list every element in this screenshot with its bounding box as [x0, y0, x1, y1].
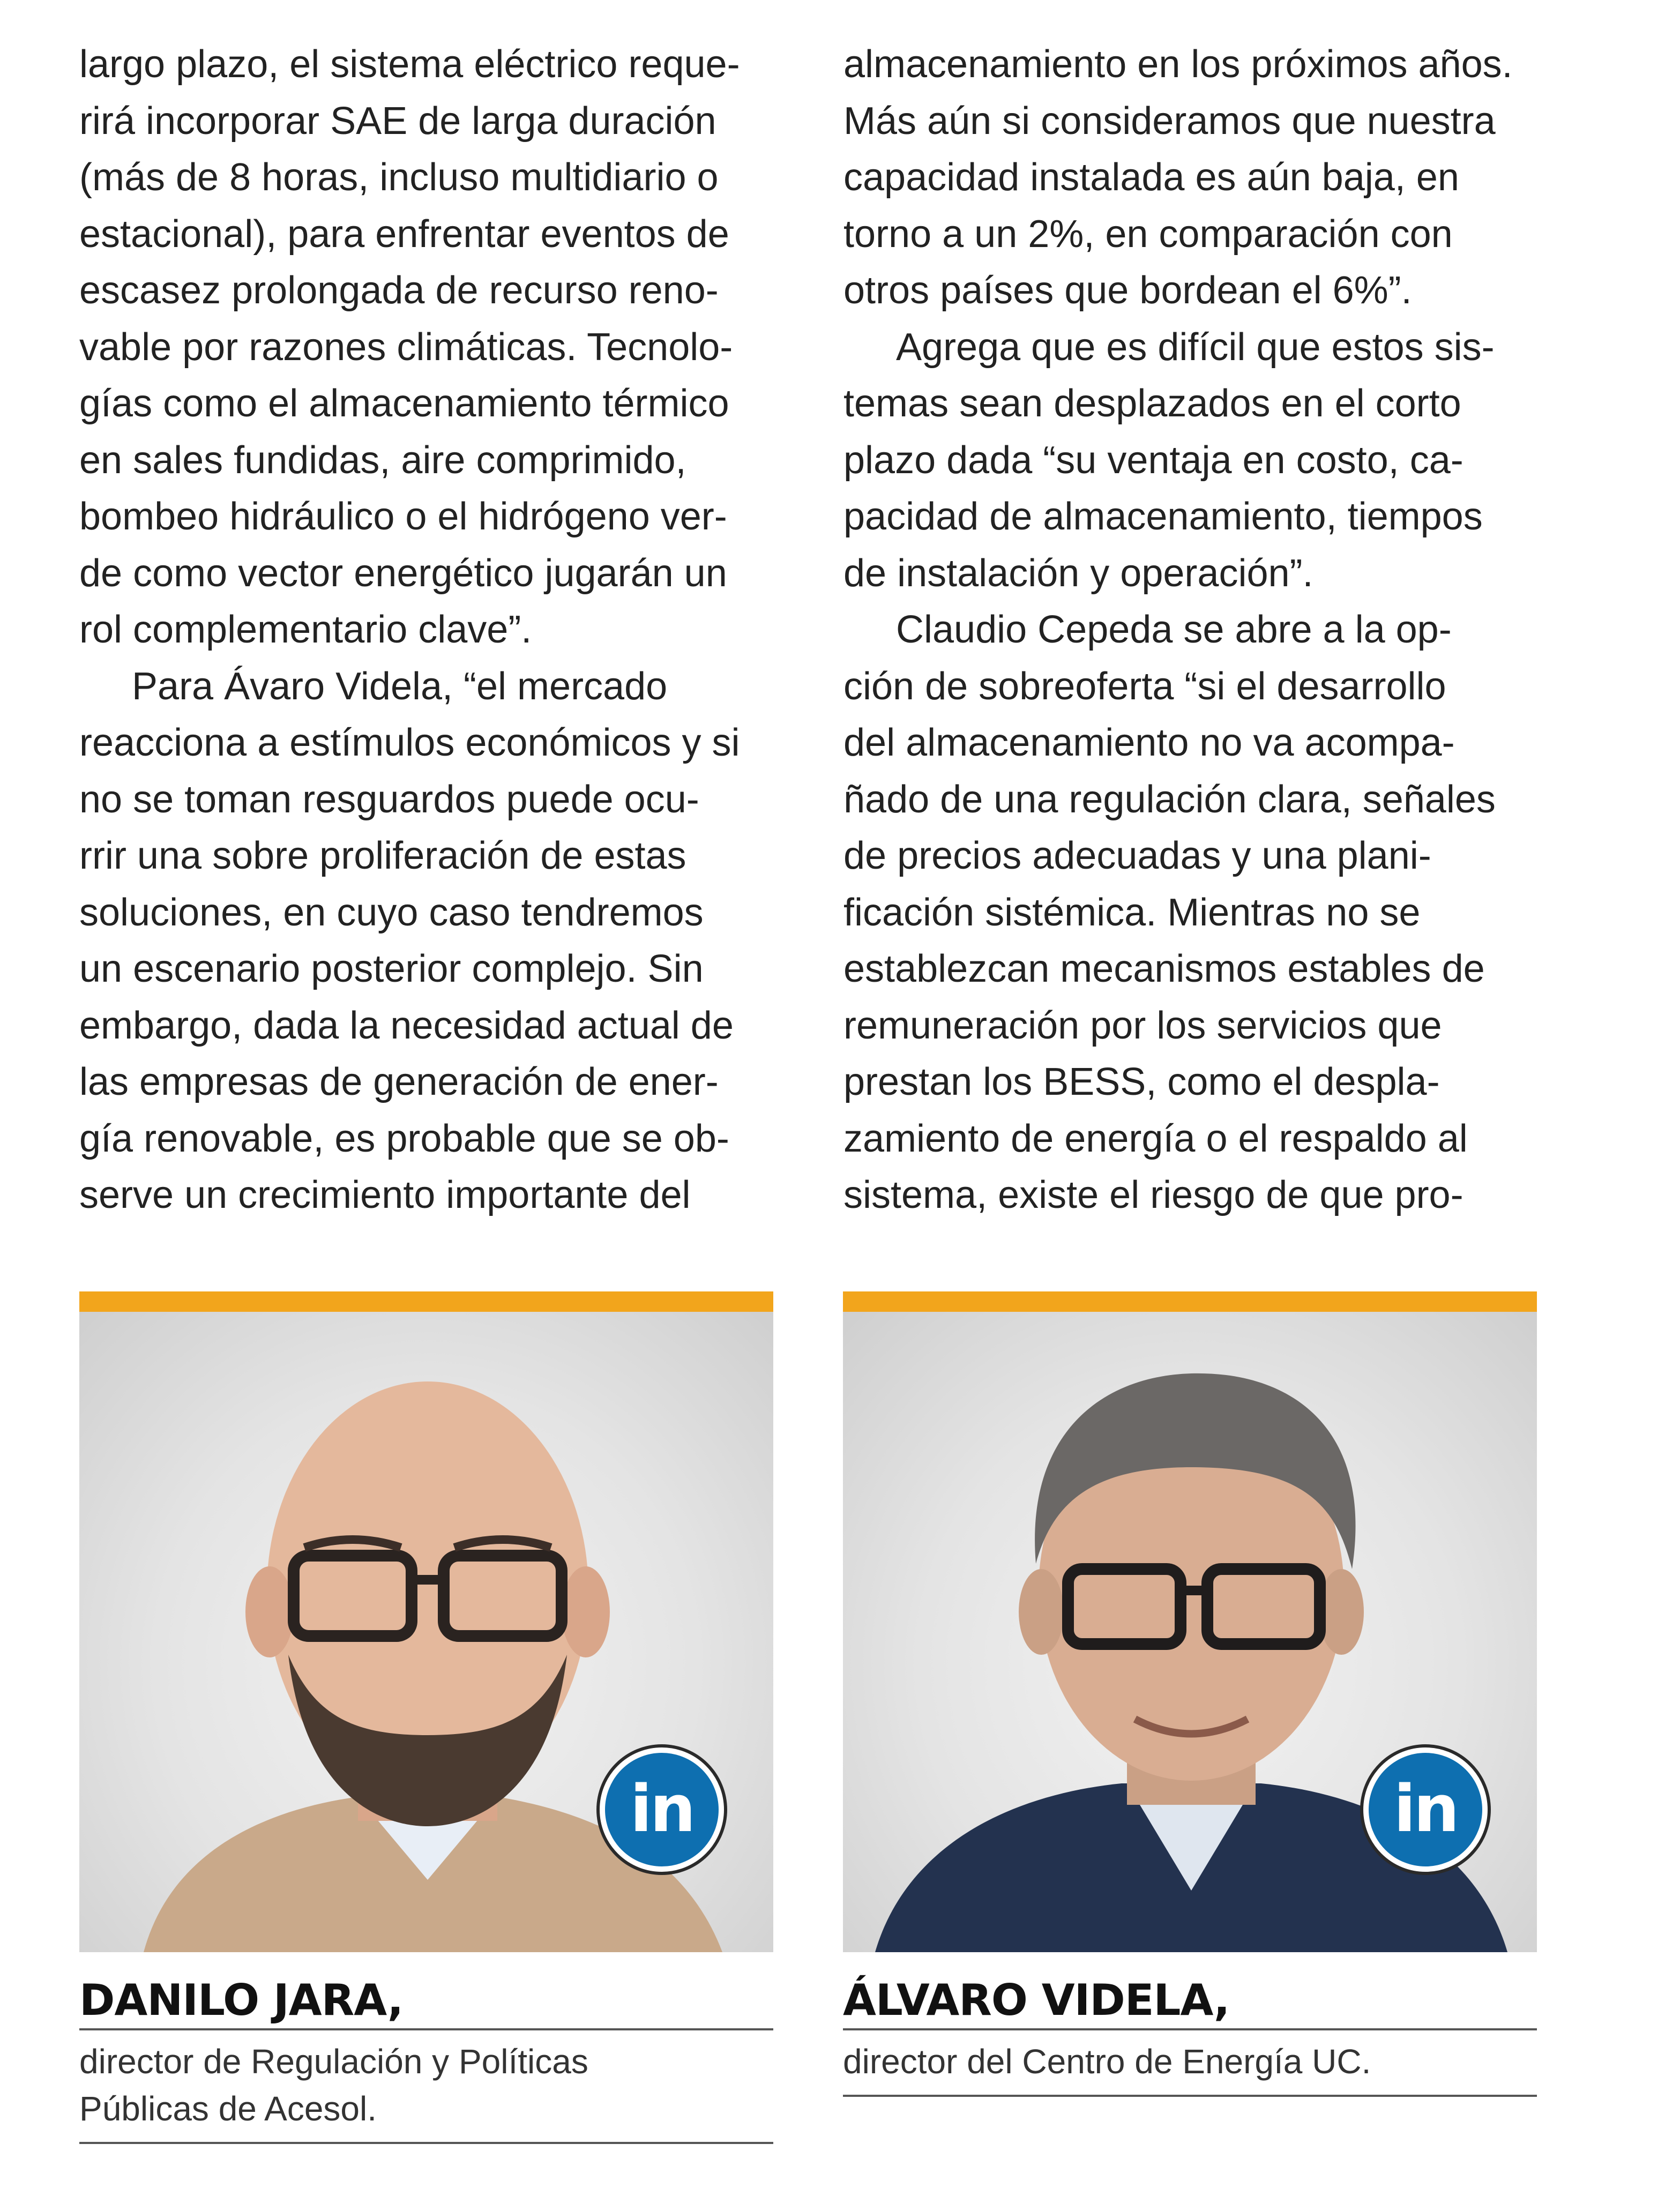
profile-role — [79, 2030, 773, 2142]
article-column-right — [843, 36, 1540, 1224]
paragraph-start-line: Agrega que es difícil que estos sis- — [896, 325, 1495, 369]
article-line: temas sean desplazados en el corto — [843, 382, 1461, 425]
article-line: bombeo hidráulico o el hidrógeno ver- — [79, 495, 727, 538]
article-line: un escenario posterior complejo. Sin — [79, 947, 704, 990]
article-line: remuneración por los servicios que — [843, 1004, 1442, 1047]
profile-role — [843, 2030, 1537, 2095]
article-line: otros países que bordean el 6%”. — [843, 269, 1412, 312]
article-line: largo plazo, el sistema eléctrico reque- — [79, 43, 740, 86]
role-line: Públicas de Acesol. — [79, 2089, 377, 2128]
portrait-photo — [79, 1312, 773, 1952]
profile-card-alvaro-videla — [843, 1291, 1537, 2097]
article-line: embargo, dada la necesidad actual de — [79, 1004, 734, 1047]
article-line: torno a un 2%, en comparación con — [843, 212, 1453, 256]
article-line: gías como el almacenamiento térmico — [79, 382, 729, 425]
accent-bar — [843, 1291, 1537, 1312]
article-line: (más de 8 horas, incluso multidiario o — [79, 156, 719, 199]
article-line: de instalación y operación”. — [843, 551, 1313, 595]
article-line: ción de sobreoferta “si el desarrollo — [843, 664, 1446, 708]
profile-card-danilo-jara — [79, 1291, 773, 2144]
article-line: reacciona a estímulos económicos y si — [79, 721, 740, 764]
paragraph-start-line: Para Ávaro Videla, “el mercado — [132, 664, 668, 708]
role-line: director del Centro de Energía UC. — [843, 2042, 1371, 2081]
divider — [843, 2095, 1537, 2097]
article-line: soluciones, en cuyo caso tendremos — [79, 891, 704, 934]
article-line: pacidad de almacenamiento, tiempos — [843, 495, 1483, 538]
article-line: ficación sistémica. Mientras no se — [843, 891, 1421, 934]
article-line: capacidad instalada es aún baja, en — [843, 156, 1459, 199]
article-column-left — [79, 36, 776, 1224]
article-line: prestan los BESS, como el despla- — [843, 1060, 1440, 1103]
article-line: rirá incorporar SAE de larga duración — [79, 99, 716, 143]
article-line: gía renovable, es probable que se ob- — [79, 1117, 729, 1160]
article-line: vable por razones climáticas. Tecnolo- — [79, 325, 733, 369]
article-line: Más aún si consideramos que nuestra — [843, 99, 1496, 143]
linkedin-icon[interactable]: in — [1363, 1747, 1488, 1872]
article-line: las empresas de generación de ener- — [79, 1060, 719, 1103]
article-line: escasez prolongada de recurso reno- — [79, 269, 719, 312]
portrait-photo — [843, 1312, 1537, 1952]
article-line: sistema, existe el riesgo de que pro- — [843, 1174, 1464, 1216]
paragraph-start-line: Claudio Cepeda se abre a la op- — [896, 608, 1452, 651]
article-line: estacional), para enfrentar eventos de — [79, 212, 729, 256]
article-line: zamiento de energía o el respaldo al — [843, 1117, 1468, 1160]
article-line: rrir una sobre proliferación de estas — [79, 834, 686, 877]
article-line: del almacenamiento no va acompa- — [843, 721, 1455, 764]
article-line: almacenamiento en los próximos años. — [843, 43, 1513, 86]
article-line: serve un crecimiento importante del — [79, 1174, 691, 1216]
article-line: en sales fundidas, aire comprimido, — [79, 438, 686, 482]
profile-name: DANILO JARA, — [79, 1975, 404, 2025]
article-line: de como vector energético jugarán un — [79, 551, 727, 595]
profile-name: ÁLVARO VIDELA, — [843, 1975, 1230, 2025]
article-line: plazo dada “su ventaja en costo, ca- — [843, 438, 1464, 482]
divider — [79, 2142, 773, 2144]
article-line: establezcan mecanismos estables de — [843, 947, 1485, 990]
accent-bar — [79, 1291, 773, 1312]
role-line: director de Regulación y Políticas — [79, 2042, 588, 2081]
linkedin-icon[interactable]: in — [600, 1747, 724, 1872]
article-line: de precios adecuadas y una plani- — [843, 834, 1431, 877]
article-line: ñado de una regulación clara, señales — [843, 778, 1496, 821]
article-line: rol complementario clave”. — [79, 608, 532, 651]
article-line: no se toman resguardos puede ocu- — [79, 778, 699, 821]
